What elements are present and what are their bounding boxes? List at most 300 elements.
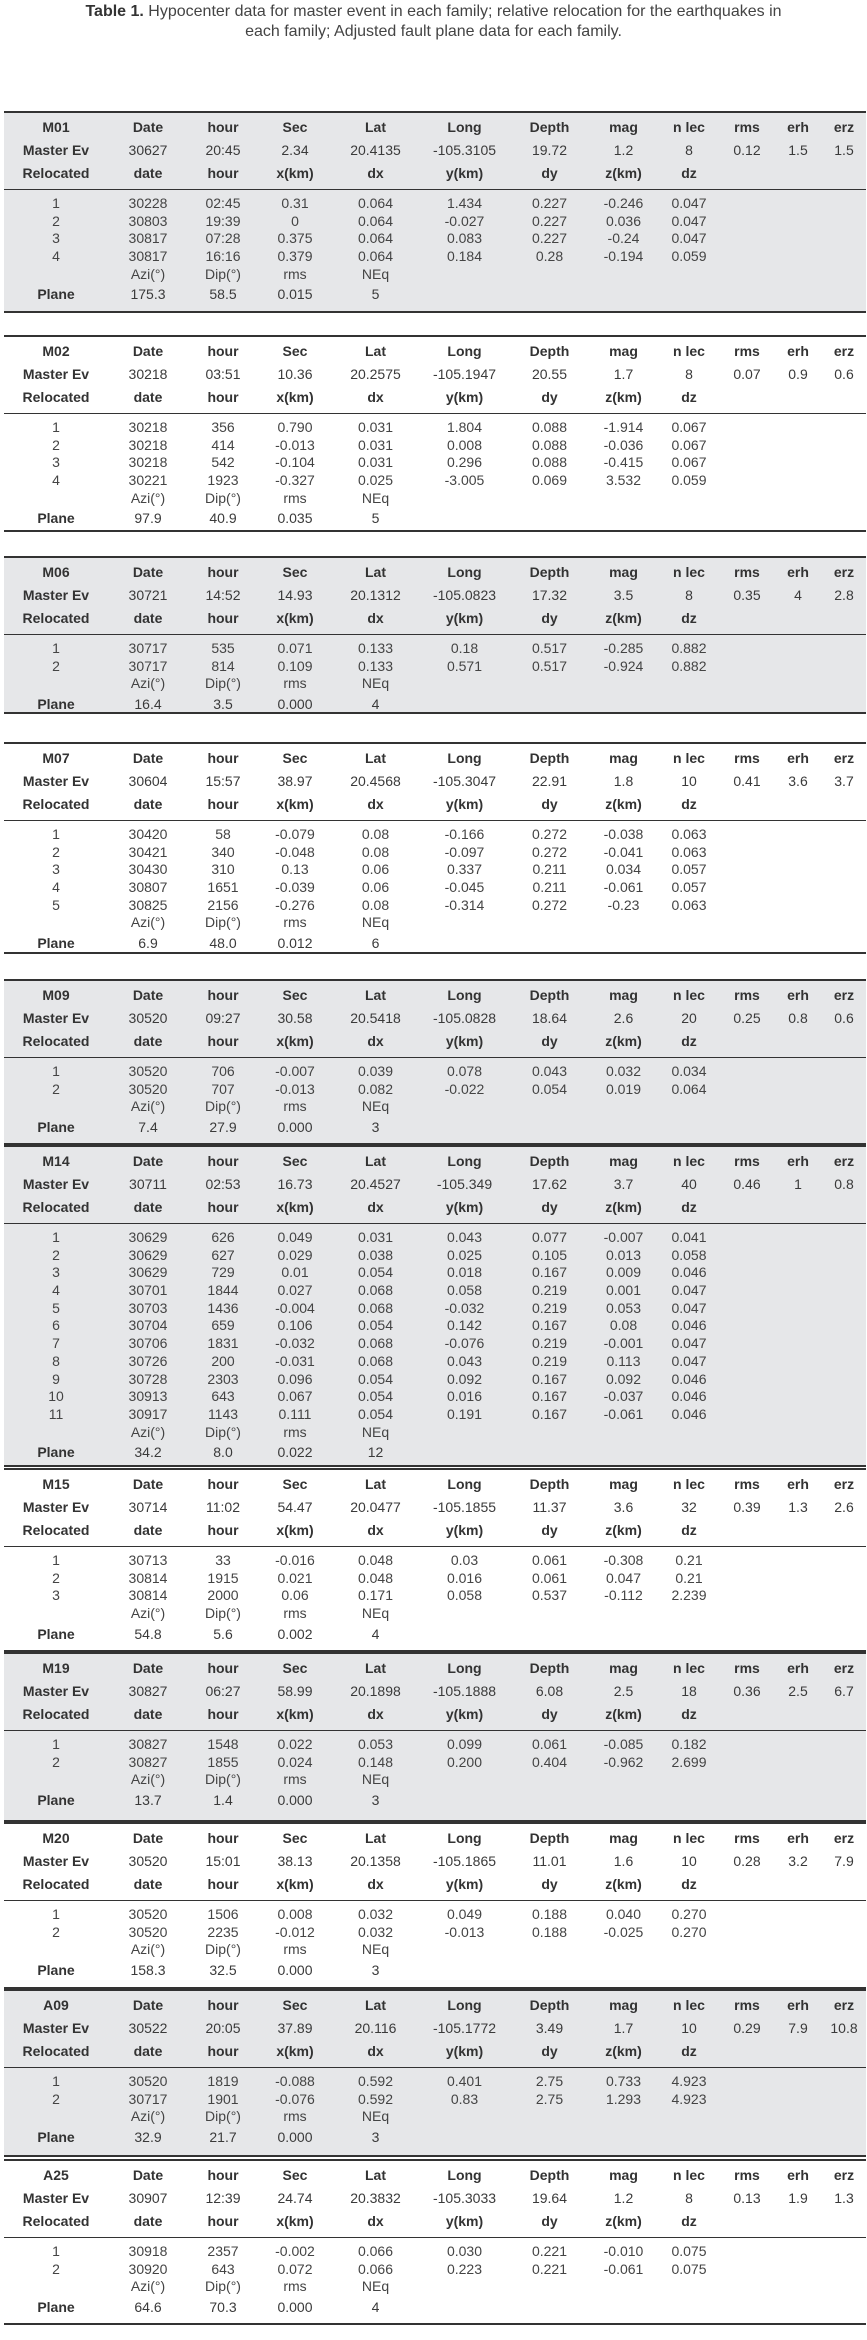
relocated-event-row [4, 454, 866, 472]
relocated-value: 0.221 [531, 2260, 568, 2277]
master-value: 6.08 [535, 1683, 564, 1699]
column-header: Long [447, 564, 482, 580]
relocated-value: -0.022 [444, 1080, 485, 1097]
master-label: Master Ev [22, 1683, 90, 1699]
plane-column-header: NEq [361, 1423, 390, 1440]
relocated-value: 0.167 [531, 1370, 568, 1387]
relocated-value: 0.03 [450, 1552, 479, 1568]
master-value: 06:27 [205, 1683, 241, 1699]
relocated-column-header: dx [367, 1706, 384, 1722]
column-header: erz [833, 119, 855, 135]
relocated-value: 1901 [207, 2090, 239, 2107]
relocated-value: 2.75 [535, 2073, 564, 2089]
relocated-header-row [4, 1030, 866, 1053]
column-header: Depth [529, 2167, 570, 2183]
plane-header-row [4, 1941, 866, 1959]
family-block-m01 [4, 111, 866, 313]
relocated-value: -0.038 [603, 826, 644, 842]
relocated-value: 1831 [207, 1335, 239, 1352]
relocated-value: 5 [52, 1299, 60, 1316]
relocated-value: 0.034 [605, 861, 642, 878]
header-divider [4, 189, 866, 190]
relocated-value: 0.030 [446, 2243, 483, 2259]
column-header: Sec [282, 1830, 308, 1846]
family-id: M15 [42, 1476, 70, 1492]
relocated-value: 0.071 [277, 640, 313, 656]
plane-column-header: Azi(°) [130, 1771, 166, 1788]
relocated-value: 0.064 [357, 230, 394, 247]
relocated-column-header: z(km) [605, 1199, 642, 1215]
column-header: n lec [673, 1830, 705, 1846]
plane-label: Plane [37, 1792, 75, 1809]
relocated-column-header: z(km) [605, 1033, 642, 1049]
relocated-value: 0.047 [671, 1352, 707, 1369]
relocated-column-header: dz [681, 796, 697, 812]
relocated-value: -1.914 [603, 419, 644, 435]
relocated-value: 0.063 [671, 826, 707, 842]
column-header: mag [609, 1153, 638, 1169]
plane-header-row [4, 914, 866, 932]
master-value: 20 [681, 1010, 697, 1026]
relocated-value: 0.184 [446, 248, 483, 265]
relocated-value: 30420 [128, 826, 168, 842]
column-header: erz [833, 343, 855, 359]
relocated-column-header: dx [367, 2213, 384, 2229]
relocated-value: -0.104 [275, 454, 315, 471]
relocated-value: 0.046 [671, 1264, 707, 1281]
column-header: erz [833, 2167, 855, 2183]
relocated-value: 0 [291, 212, 299, 229]
plane-column-header: Azi(°) [130, 2108, 166, 2125]
master-value: 1.2 [613, 2190, 634, 2206]
relocated-column-header: dy [541, 165, 558, 181]
relocated-value: 1.804 [446, 419, 483, 435]
column-header: hour [207, 1660, 239, 1676]
column-header: Date [132, 343, 164, 359]
master-value: 2.8 [834, 587, 854, 603]
relocated-value: 30728 [128, 1370, 168, 1387]
relocated-value: 0.270 [671, 1906, 707, 1922]
relocated-value: 0.517 [531, 640, 568, 656]
column-header-row [4, 1657, 866, 1680]
column-header: Depth [529, 1660, 570, 1676]
relocated-column-header: dx [367, 796, 384, 812]
relocated-value: -0.061 [603, 2260, 644, 2277]
column-header: Long [447, 987, 482, 1003]
relocated-value: -0.076 [444, 1335, 485, 1352]
plane-value: 32.9 [134, 2129, 162, 2146]
relocated-column-header: hour [207, 610, 239, 626]
column-header: Long [447, 1997, 482, 2013]
relocated-value: 0.057 [671, 861, 707, 878]
relocated-value: -0.23 [607, 896, 640, 913]
relocated-value: 0.088 [531, 454, 568, 471]
column-header: erz [833, 987, 855, 1003]
relocated-column-header: dz [681, 1706, 697, 1722]
relocated-value: 0.043 [446, 1352, 483, 1369]
relocated-value: 0.219 [531, 1335, 568, 1352]
relocated-column-header: y(km) [445, 610, 484, 626]
blank-cell [4, 1424, 108, 1442]
column-header: n lec [673, 343, 705, 359]
master-value: 11.37 [532, 1499, 567, 1515]
relocated-column-header: date [133, 1033, 163, 1049]
family-id: A25 [43, 2167, 69, 2183]
master-value: 38.13 [277, 1853, 313, 1869]
relocated-value: -0.045 [444, 879, 485, 896]
relocated-value: 30218 [128, 436, 168, 453]
relocated-value: -0.032 [275, 1335, 315, 1352]
master-value: 20.4135 [350, 142, 401, 158]
relocated-header-row [4, 386, 866, 409]
column-header: Date [132, 2167, 164, 2183]
plane-header-row [4, 1098, 866, 1116]
plane-column-header: rms [283, 2278, 307, 2295]
master-value: 10.36 [277, 366, 313, 382]
relocated-value: 0.099 [446, 1736, 483, 1752]
relocated-value: 0.072 [277, 2260, 313, 2277]
master-label: Master Ev [22, 773, 90, 789]
master-value: 1.7 [613, 2020, 634, 2036]
relocated-column-header: Relocated [22, 1199, 90, 1215]
relocated-column-header: date [133, 165, 163, 181]
relocated-column-header: date [133, 2043, 163, 2059]
master-value: 20.1898 [350, 1683, 401, 1699]
plane-column-header: Dip(°) [205, 265, 241, 282]
relocated-value: 19:39 [205, 212, 241, 229]
blank-cell [4, 1098, 108, 1116]
relocated-value: 1 [52, 826, 60, 842]
plane-row [4, 1441, 866, 1464]
relocated-column-header: x(km) [276, 389, 314, 405]
relocated-column-header: x(km) [276, 1522, 314, 1538]
family-id: M14 [42, 1153, 70, 1169]
master-value: 2.6 [613, 1010, 634, 1026]
relocated-value: 30221 [128, 472, 168, 489]
column-header-row [4, 561, 866, 584]
relocated-value: 30629 [128, 1229, 168, 1245]
relocated-value: 2 [52, 436, 60, 453]
relocated-value: -0.001 [603, 1335, 644, 1352]
relocated-value: 1143 [207, 1405, 239, 1422]
relocated-value: 10 [48, 1388, 64, 1405]
master-label: Master Ev [22, 587, 90, 603]
relocated-header-row [4, 607, 866, 630]
relocated-value: 30520 [128, 1080, 168, 1097]
relocated-value: 0.046 [671, 1405, 707, 1422]
master-value: 1.5 [788, 142, 808, 158]
plane-column-header: Dip(°) [205, 2108, 241, 2125]
relocated-value: 0.219 [531, 1282, 568, 1299]
relocated-value: 0.047 [605, 1569, 642, 1586]
column-header: rms [734, 343, 760, 359]
column-header: mag [609, 119, 638, 135]
relocated-value: 1923 [207, 472, 239, 489]
relocated-value: 200 [211, 1352, 235, 1369]
plane-column-header: Dip(°) [205, 1941, 241, 1958]
family-id: M02 [42, 343, 70, 359]
plane-column-header: rms [283, 675, 307, 692]
relocated-value: 0.059 [671, 472, 707, 489]
relocated-event-row [4, 897, 866, 915]
master-value: 0.8 [834, 1176, 854, 1192]
relocated-event-row [4, 213, 866, 231]
plane-column-header: NEq [361, 2108, 390, 2125]
column-header: erh [787, 1830, 809, 1846]
master-value: 30604 [128, 773, 168, 789]
relocated-value: 4 [52, 1282, 60, 1299]
column-header: Depth [529, 1830, 570, 1846]
relocated-value: 0.200 [446, 1753, 483, 1770]
plane-label: Plane [37, 696, 75, 713]
relocated-value: -0.327 [275, 472, 315, 489]
column-header: Long [447, 750, 482, 766]
relocated-value: 0.031 [357, 1229, 394, 1245]
column-header: Long [447, 1476, 482, 1492]
plane-column-header: Dip(°) [205, 1771, 241, 1788]
relocated-value: 30629 [128, 1264, 168, 1281]
relocated-column-header: z(km) [605, 389, 642, 405]
plane-row [4, 693, 866, 716]
master-value: 10 [681, 1853, 697, 1869]
column-header: Depth [529, 343, 570, 359]
relocated-column-header: dy [541, 610, 558, 626]
plane-label: Plane [37, 2299, 75, 2316]
relocated-value: -0.112 [604, 1587, 643, 1604]
master-label: Master Ev [22, 1853, 90, 1869]
master-value: 18 [681, 1683, 697, 1699]
relocated-value: 2303 [207, 1370, 239, 1387]
relocated-value: 1 [52, 419, 60, 435]
relocated-value: 2 [52, 2090, 60, 2107]
column-header: mag [609, 987, 638, 1003]
relocated-value: 0.054 [357, 1388, 394, 1405]
relocated-value: 0.075 [671, 2243, 707, 2259]
relocated-value: 1 [52, 2243, 60, 2259]
plane-value: 0.000 [277, 2299, 313, 2316]
plane-row [4, 1116, 866, 1139]
column-header: n lec [673, 1153, 705, 1169]
family-block-m15 [4, 1468, 866, 1652]
relocated-value: 58 [215, 826, 231, 842]
master-value: 10 [681, 2020, 697, 2036]
relocated-value: 356 [211, 419, 235, 435]
plane-header-row [4, 1771, 866, 1789]
relocated-value: 0.068 [357, 1299, 394, 1316]
relocated-value: 30430 [128, 861, 168, 878]
plane-column-header: rms [283, 265, 307, 282]
relocated-column-header: y(km) [445, 2213, 484, 2229]
blank-cell [4, 675, 108, 693]
relocated-value: 1915 [207, 1569, 239, 1586]
master-event-row [4, 2187, 866, 2210]
relocated-value: -0.088 [275, 2073, 315, 2089]
relocated-value: 340 [211, 843, 235, 860]
master-event-row [4, 139, 866, 162]
column-header: rms [734, 1476, 760, 1492]
relocated-value: 30920 [128, 2260, 168, 2277]
relocated-value: 2.239 [671, 1587, 707, 1604]
plane-column-header: Azi(°) [130, 1941, 166, 1958]
relocated-value: -0.013 [444, 1923, 485, 1940]
master-value: 20.1312 [350, 587, 401, 603]
relocated-column-header: dy [541, 1876, 558, 1892]
master-value: 11.01 [532, 1853, 567, 1869]
relocated-value: 2357 [207, 2243, 239, 2259]
master-value: 20.5418 [350, 1010, 401, 1026]
relocated-column-header: y(km) [445, 1876, 484, 1892]
plane-value: 0.012 [277, 935, 313, 952]
column-header: mag [609, 2167, 638, 2183]
master-value: 1.6 [613, 1853, 634, 1869]
relocated-column-header: Relocated [22, 2043, 90, 2059]
relocated-value: 0.337 [446, 861, 483, 878]
column-header: n lec [673, 1660, 705, 1676]
relocated-value: 0.105 [531, 1246, 568, 1263]
relocated-event-row [4, 879, 866, 897]
relocated-value: -0.276 [275, 896, 315, 913]
master-value: -105.1772 [432, 2020, 497, 2036]
relocated-column-header: date [133, 1522, 163, 1538]
plane-row [4, 1623, 866, 1646]
master-value: 20.4568 [350, 773, 401, 789]
relocated-header-row [4, 1873, 866, 1896]
master-value: 0.07 [733, 366, 761, 382]
relocated-value: 626 [211, 1229, 235, 1245]
relocated-value: 0.272 [531, 896, 568, 913]
relocated-value: 0.067 [277, 1388, 313, 1405]
relocated-value: 0.001 [605, 1282, 642, 1299]
relocated-column-header: dz [681, 1199, 697, 1215]
relocated-value: 3 [52, 1587, 60, 1604]
relocated-event-row [4, 1300, 866, 1318]
column-header: Lat [365, 2167, 386, 2183]
caption-line1: Hypocenter data for master event in each family; relative relocation for the earthquakes in [143, 3, 782, 20]
column-header: Depth [529, 750, 570, 766]
relocated-value: 1.293 [605, 2090, 642, 2107]
column-header: Depth [529, 1476, 570, 1492]
column-header: Date [132, 1476, 164, 1492]
relocated-value: 0.227 [531, 195, 568, 211]
relocated-value: -0.061 [603, 879, 644, 896]
relocated-value: 0.054 [357, 1405, 394, 1422]
relocated-column-header: z(km) [605, 2213, 642, 2229]
relocated-value: 643 [211, 2260, 235, 2277]
relocated-value: 2000 [207, 1587, 239, 1604]
header-divider [4, 2067, 866, 2068]
relocated-column-header: hour [207, 1033, 239, 1049]
relocated-value: 0.048 [357, 1552, 394, 1568]
relocated-value: 0.592 [357, 2090, 394, 2107]
relocated-value: 30917 [128, 1405, 168, 1422]
relocated-value: 814 [211, 657, 235, 674]
relocated-value: 0.517 [531, 657, 568, 674]
master-value: 8 [685, 366, 693, 382]
relocated-value: 0.148 [357, 1753, 394, 1770]
master-event-row [4, 1496, 866, 1519]
column-header: mag [609, 564, 638, 580]
relocated-value: 0.013 [605, 1246, 642, 1263]
family-block-m20 [4, 1822, 866, 1989]
family-block-m02 [4, 335, 866, 532]
relocated-value: 0.21 [675, 1552, 703, 1568]
relocated-value: 30520 [128, 2073, 168, 2089]
master-value: 20.1358 [350, 1853, 401, 1869]
relocated-value: 0.537 [531, 1587, 568, 1604]
relocated-value: 1506 [207, 1906, 239, 1922]
relocated-value: -0.308 [603, 1552, 644, 1568]
relocated-column-header: dy [541, 2213, 558, 2229]
plane-row [4, 932, 866, 955]
relocated-value: 0.272 [531, 843, 568, 860]
relocated-value: 0.082 [357, 1080, 394, 1097]
master-value: 16.73 [277, 1176, 313, 1192]
column-header: hour [207, 1476, 239, 1492]
column-header-row [4, 340, 866, 363]
plane-value: 3 [371, 1119, 380, 1136]
column-header: Sec [282, 2167, 308, 2183]
plane-column-header: Azi(°) [130, 265, 166, 282]
relocated-value: 30520 [128, 1063, 168, 1079]
column-header: Lat [365, 1660, 386, 1676]
blank-cell [4, 914, 108, 932]
relocated-value: -0.013 [275, 1080, 315, 1097]
relocated-column-header: dx [367, 1522, 384, 1538]
relocated-column-header: hour [207, 796, 239, 812]
relocated-column-header: date [133, 1706, 163, 1722]
relocated-value: 0.111 [278, 1405, 312, 1422]
relocated-value: 30717 [128, 657, 168, 674]
relocated-value: 0.054 [357, 1370, 394, 1387]
relocated-event-row [4, 1736, 866, 1754]
column-header: mag [609, 1476, 638, 1492]
plane-value: 4 [371, 1625, 380, 1642]
relocated-value: 30706 [128, 1335, 168, 1352]
relocated-value: -0.085 [603, 1736, 644, 1752]
master-value: 7.9 [834, 1853, 854, 1869]
relocated-value: -0.314 [444, 896, 485, 913]
blank-cell [4, 1941, 108, 1959]
relocated-value: 0.064 [357, 212, 394, 229]
relocated-value: 0.031 [357, 419, 394, 435]
relocated-value: 0.096 [277, 1370, 313, 1387]
relocated-column-header: x(km) [276, 2213, 314, 2229]
relocated-value: 0.133 [357, 657, 394, 674]
plane-header-row [4, 490, 866, 508]
plane-column-header: rms [283, 1771, 307, 1788]
plane-column-header: rms [283, 1423, 307, 1440]
relocated-value: 0.188 [531, 1906, 568, 1922]
relocated-event-row [4, 1587, 866, 1605]
column-header: Lat [365, 1830, 386, 1846]
column-header: rms [734, 750, 760, 766]
master-value: -105.1855 [432, 1499, 497, 1515]
relocated-value: 3 [52, 1264, 60, 1281]
relocated-value: -0.031 [275, 1352, 315, 1369]
master-label: Master Ev [22, 2020, 90, 2036]
relocated-header-row [4, 1196, 866, 1219]
relocated-column-header: Relocated [22, 389, 90, 405]
master-value: 0.8 [788, 1010, 808, 1026]
plane-label: Plane [37, 510, 75, 527]
relocated-value: 0.024 [277, 1753, 313, 1770]
header-divider [4, 1546, 866, 1547]
master-value: 30520 [128, 1010, 168, 1026]
family-block-m14 [4, 1145, 866, 1467]
caption-line2: each family; Adjusted fault plane data for each family. [245, 23, 622, 40]
relocated-value: 0.046 [671, 1317, 707, 1334]
master-value: 0.41 [733, 773, 761, 789]
